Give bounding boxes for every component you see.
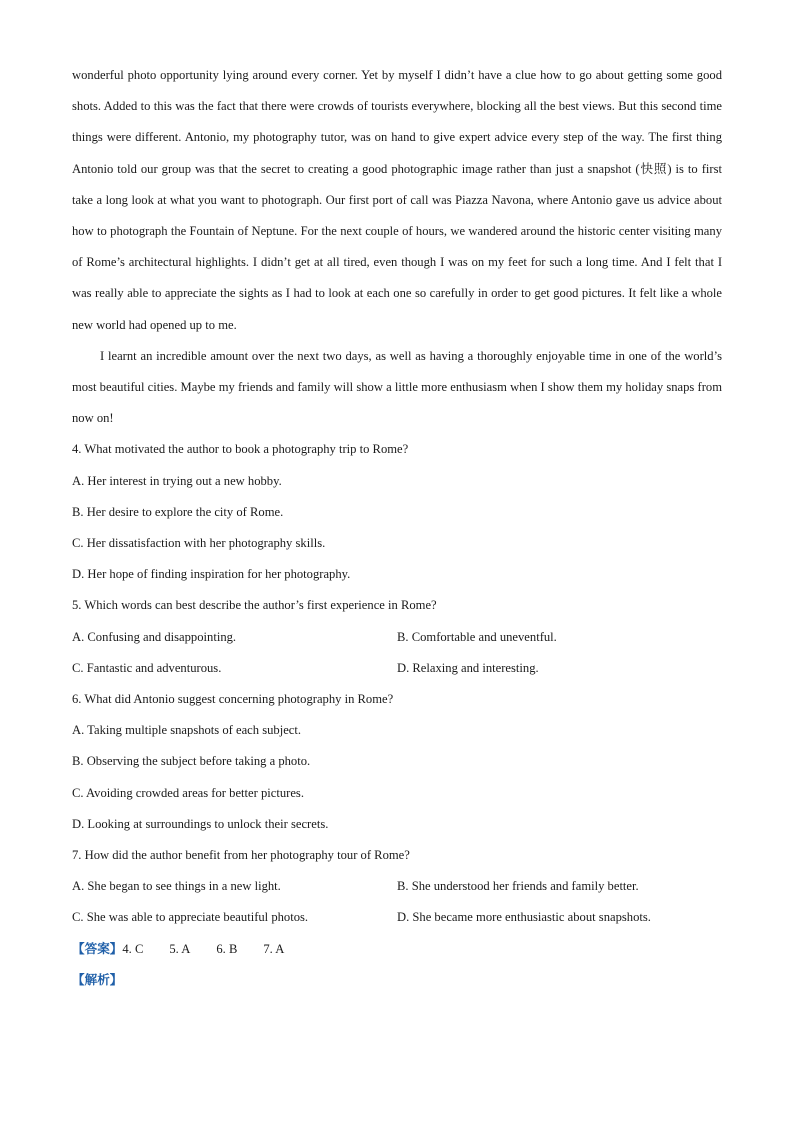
question-5-stem: 5. Which words can best describe the author’s first experience in Rome? — [72, 598, 437, 613]
question-6-option-a: A. Taking multiple snapshots of each subject. — [72, 723, 302, 738]
question-4-option-a: A. Her interest in trying out a new hobby. — [72, 473, 282, 488]
passage-line: some good shots. Added to this was the fact that there were crowds of tourists everywhere, blocking all the best — [72, 68, 722, 114]
question-5-options-row-1 — [72, 622, 722, 653]
answer-item: 6. B — [216, 941, 238, 956]
passage-line: I learnt an incredible amount over the next two days, as well as having a thoroughly enjoyable time in one of — [100, 348, 662, 363]
passage-line: wonderful photo opportunity lying around every corner. Yet by myself I didn’t have a clue how to go about getting — [72, 68, 663, 82]
question-7-stem: 7. How did the author benefit from her photography tour of Rome? — [72, 848, 410, 863]
answer-label: 【答案】 — [72, 941, 123, 956]
question-7-options-row-2 — [72, 902, 722, 933]
question-4-option-c: C. Her dissatisfaction with her photography skills. — [72, 536, 326, 551]
question-4-option-d: D. Her hope of finding inspiration for her photography. — [72, 567, 351, 582]
question-7-option-d: D. She became more enthusiastic about snapshots. — [397, 910, 651, 925]
question-5-option-d: D. Relaxing and interesting. — [397, 660, 539, 675]
answer-item: 5. A — [169, 941, 191, 956]
question-7-option-b: B. She understood her friends and family better. — [397, 879, 639, 894]
answer-item: 4. C — [122, 941, 144, 956]
question-4-stem: 4. What motivated the author to book a photography trip to Rome? — [72, 442, 409, 457]
passage-line: every step of the way. The first thing Antonio told our group was that the secret to creating a good photographic — [72, 130, 722, 176]
passage-line: my holiday snaps from now on! — [72, 380, 722, 426]
question-4-option-b: B. Her desire to explore the city of Rome. — [72, 504, 284, 519]
passage-line: didn’t get at all tired, even though I was on my feet for such a long time. And I felt that I was really able to appreciate — [72, 255, 723, 301]
question-6-option-b: B. Observing the subject before taking a photo. — [72, 754, 311, 769]
passage-line: views. But this second time things were different. Antonio, my photography tutor, was on hand to give expert advice — [72, 99, 723, 145]
answer-item: 7. A — [263, 941, 285, 956]
passage-line: next couple of hours, we wandered around the historic center visiting many of Rome’s architectural highlights. I — [72, 224, 722, 270]
question-7-options-row-1 — [72, 871, 722, 902]
document-page — [72, 60, 722, 996]
passage-line: call was Piazza Navona, where Antonio gave us advice about how to photograph the Fountain of Neptune. For the — [72, 192, 723, 239]
answer-line — [72, 934, 722, 965]
question-5-option-a: A. Confusing and disappointing. — [72, 629, 237, 644]
question-7-option-c: C. She was able to appreciate beautiful photos. — [72, 910, 309, 925]
question-5-option-b: B. Comfortable and uneventful. — [397, 629, 557, 644]
passage-paragraph-2 — [72, 341, 722, 435]
passage-line: opened up to me. — [150, 317, 237, 332]
passage-paragraph-1 — [72, 60, 722, 341]
passage-line: image rather than just a snapshot (快照) is to first take a long look at what you want to photograph. Our first port of — [72, 161, 722, 207]
question-6-stem: 6. What did Antonio suggest concerning photography in Rome? — [72, 692, 394, 707]
question-6-option-d: D. Looking at surroundings to unlock their secrets. — [72, 816, 329, 831]
question-5-options-row-2 — [72, 653, 722, 684]
question-7-option-a: A. She began to see things in a new light. — [72, 879, 281, 894]
analysis-line — [72, 965, 722, 996]
question-5-option-c: C. Fantastic and adventurous. — [72, 660, 222, 675]
passage-line: the world’s most beautiful cities. Maybe my friends and family will show a little more enthusiasm when I show them — [72, 348, 722, 395]
analysis-label: 【解析】 — [72, 972, 123, 987]
passage-line: the sights as I had to look at each one so carefully in order to get good pictures. It felt like a whole new world had — [72, 286, 722, 332]
question-6-option-c: C. Avoiding crowded areas for better pictures. — [72, 785, 304, 800]
